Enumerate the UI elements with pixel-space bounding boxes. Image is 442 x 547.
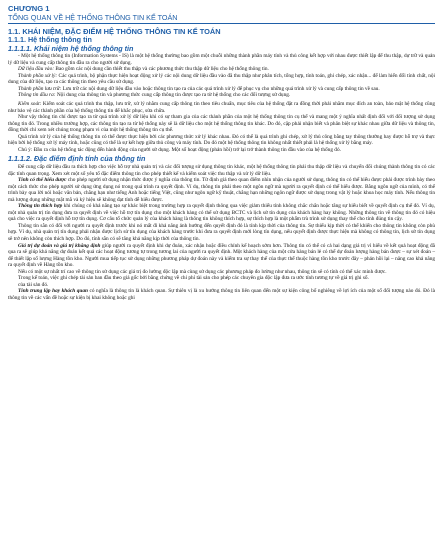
- term-text: có nghĩa là thông tin là khách quan. Sự thiên vị là xu hướng thông tin liên quan đến một sự kiện công bố nghiêng về lợi ích của một số đối tượng nào đó. Đó là thông tin về các vấn đề hoặc sự kiện bị khai không hoặc ghi: [8, 288, 435, 301]
- term-text: Bao gồm các nội dung cần thiết thu thập và các phương thức thu thập dữ liệu cho hệ thống thông tin.: [54, 66, 269, 73]
- chapter-label: CHƯƠNG 1: [8, 4, 50, 13]
- term-text: Các quá trình, bộ phận thực hiện hoạt động xử lý các nội dung dữ liệu đầu vào đã thu thập như phân tích, tổng hợp, tính toán, ghi chép, xác nhận... để làm hiển đối tính chất, nội dung của dữ liệu, tạo ra các thông tin theo yêu cầu sử dụng.: [8, 72, 435, 86]
- paragraph-note: Chú ý: Đầu ra của hệ thống tác động đến hành động của người sử dụng. Một số hoạt động (phản hồi) trở lại trở thành thông tin đầu vào của hệ thống đó.: [18, 146, 341, 153]
- paragraph-intro-quality: Để cung cấp dữ liệu đầu ra thích hợp cho việc hỗ trợ nhà quản trị và các đối tượng sử dụng thông tin khác, một hệ thống thông tin phải thu thập dữ liệu và chuyển đổi chúng thành thông tin có các đặc tính quan trọng. Xem xét một số yêu tố đặc điểm thông tin cho phép thiết kế và kiểm soát việc thu thập và xử lý dữ liệu.: [8, 163, 435, 177]
- paragraph-processing-methods: Quá trình xử lý của hệ thống thông tin có thể được thực hiện bởi các phương thức xử lý khác nhau. Đó có thể là quá trình ghi chép, xử lý thủ công bằng tay thông thường hay được hỗ trợ và thực hiện bởi hệ thống xử lý máy tính, hoặc cũng có thể là sự kết hợp giữa thủ công và máy tính. Do đó một hệ thống thông tin không nhất thiết phải là hệ thống xử lý bằng máy.: [8, 133, 435, 147]
- paragraph-timeliness: Thông tin sẵn có đối với người ra quyết định trước khi nó mất đi khả năng ảnh hưởng đến quyết định đó là tính kịp thời của thông tin. Sự thiếu kịp thời có thể khiến cho thông tin không còn phù hợp. Ví dụ, nhà quản trị tín dụng phải nhận được lịch sử tín dụng của khách hàng trước khi đưa ra quyết định mới lòng tín dụng, nếu quyết định được thực hiện mà không có thông tin, lịch sử tín dụng sẽ trở nên không còn thích hợp. Do đó, tính sẵn có sẽ tăng khả năng kịp thời của thông tin.: [8, 222, 435, 242]
- term-label: Thông tin thích hợp: [18, 203, 63, 210]
- paragraph-continuation: của tài sản đó.: [18, 281, 49, 288]
- term-label: Tính có thể hiểu được: [18, 177, 67, 184]
- paragraph-definition: - Một hệ thống thông tin (Information Systems - IS) là một hệ thống thường bao gồm một chuỗi những thành phần máy tính và thủ công kết hợp với nhau được thiết lập để thu thập, dự trữ và quản lý dữ liệu và cung cấp thông tin đầu ra cho người sử dụng.: [8, 53, 435, 66]
- chapter-title: TỔNG QUAN VỀ HỆ THỐNG THÔNG TIN KẾ TOÁN: [8, 13, 435, 24]
- term-text: Nội dung của thông tin và phương thức cung cấp thông tin được tạo ra từ hệ thống cho các đối tượng sử dụng.: [55, 92, 291, 99]
- term-label: Kiểm soát:: [18, 101, 42, 108]
- paragraph-understandability: [8, 177, 435, 203]
- paragraph-historical-cost: Trong kế toán, việc ghi chép tài sản ban đầu theo giá gốc bởi bằng chứng về chi phí tài sản cho phép các chuyên gia độc lập đưa ra ước tính tương tự về giá trị ghi sổ.: [18, 275, 369, 282]
- term-text: cho phép người sử dụng nhận thức được ý nghĩa của thông tin. Từ định giá theo quan điểm nhìn nhận của người sử dụng, thông tin có thể hiểu được phải được trình bày theo một cách thức cho phép người sử dụng ứng dụng nó trong quá trình ra quyết định. Ví dụ, thông tin phải theo một ngôn ngữ mà người ra quyết định có thể hiểu được. Bằng ngôn ngữ của mình, có thể trình bày qua lời nói hoặc văn bản, chẳng hạn như tiếng Anh hoặc tiếng Việt, cũng như ngôn ngữ kỹ thuật, chẳng hạn những ngôn ngữ được sử dụng trong vật lý hoặc khoa học máy tính. Nếu thông tin mà lượng dụng những mặt mã và ký hiệu sẽ không đạt tính dễ hiểu được.: [8, 177, 435, 203]
- term-label: Thông tin đầu ra:: [18, 92, 56, 99]
- paragraph-relevance: [8, 203, 435, 223]
- term-text: Lưu trữ các nội dung dữ liệu đầu vào hoặc thông tin tạo ra của các quá trình xử lý để phục vụ cho những quá trình xử lý và cung cấp thông tin về sau.: [61, 85, 380, 92]
- paragraph-verifiability: Nếu có một sự nhất trí cao về thông tin sử dụng các giá trị đo lường độc lập mà cùng sử dụng các phương pháp đo lường như nhau, thông tin sẽ có tính có thể xác minh được.: [18, 268, 387, 275]
- section-heading-1-1: 1.1. KHÁI NIỆM, ĐẶC ĐIỂM HỆ THỐNG THÔNG TIN KẾ TOÁN: [8, 27, 221, 36]
- paragraph-predictive-value: [8, 243, 435, 269]
- paragraph-processing: [8, 73, 435, 86]
- term-label: Thành phần xử lý:: [18, 72, 58, 79]
- paragraph-neutrality: [8, 288, 435, 301]
- term-text: giúp người ra quyết định khi dự đoán, xác nhận hoặc điều chỉnh kế hoạch sớm hơn. Thông tin có thể có cả hai dạng giá trị vì hiểu về kết quả hoạt động đã qua ra sẽ giúp khả năng dự đoán kết quả các hoạt động tương tự trong tương lai của người ra quyết định. Một khách hàng của một cửa hàng bán lẻ có thể dự đoán lượng hàng bán được – sự xét đoán – để thiết lập số lượng Hàng tồn kho. Người mua tiếp tục sử dụng những phương pháp dự đoán này và kiểm tra sự thay thế của thực thể thuộc hàng tồn kho trước đây – phản hồi lại – nâng cao khả năng ra quyết định về Hàng tồn kho.: [8, 242, 435, 269]
- section-heading-1-1-1-2: 1.1.1.2. Đặc điểm định tính của thông tin: [8, 154, 146, 164]
- paragraph-control: [8, 101, 435, 114]
- term-label: Thành phần lưu trữ:: [18, 85, 62, 92]
- term-label: Giá trị dự đoán và giá trị khẳng định: [18, 242, 101, 249]
- paragraph-summary: Như vậy thông tin chỉ được tạo ra từ quá trình xử lý dữ liệu khi có sự tham gia của các thành phần của một hệ thống thông tin cụ thể và mang một ý nghĩa nhất định đối với đối tượng sử dụng thông tin đó. Trong nhiều trường hợp, các thông tin tạo ra từ hệ thống này sẽ là dữ liệu cho một hệ thống thông tin khác. Do đó, cặp phải nhận biết và phân biệt sự khác nhau giữa dữ liệu và thông tin, đồng thời chỉ xem xét chúng trong phạm vi của một hệ thống thông tin cụ thể.: [8, 114, 435, 134]
- term-label: Tính trung lập hay khách quan: [18, 288, 88, 295]
- term-text: khi chúng có khả năng tạo sự khác biệt trong trường hợp ra quyết định thông qua việc giảm thiểu tính không chắc chắn hoặc tăng sự hiểu biết về quyết định cụ thể đó. Ví dụ, một nhà quản trị tín dụng đưa ra quyết định về việc hỗ trợ tín dụng cho một khách hàng có thể sử dụng BCTC và lịch sử tín dụng của khách hàng hay không. Những thông tin về thông tin đó có hiệu quả cho việc ra quyết định hỗ trợ tín dụng. Cơ câu tổ chức quản lý của khách hàng là thông tin không thích hợp, sự thích hợp là một phẩm trù trình sử dụng thay thế cho tính đúng tin cậy.: [8, 203, 435, 223]
- paragraph-output: [8, 92, 435, 99]
- section-heading-1-1-1-1: 1.1.1.1. Khái niệm hệ thống thông tin: [8, 43, 134, 53]
- term-text: Kiểm soát các quá trình thu thập, lưu trữ, xử lý nhằm cung cấp thông tin theo tiêu chuẩn, mục tiêu của hệ thống đặt ra đồng thời phải nhằm mục đích an toàn, bảo mật hệ thống cũng như bảo vệ các thành phần của hệ thống thông tin để khắc phục, sửa chữa.: [8, 101, 435, 114]
- term-label: Dữ liệu đầu vào:: [18, 66, 54, 73]
- section-heading-1-1-1: 1.1.1. Hệ thống thông tin: [8, 35, 92, 44]
